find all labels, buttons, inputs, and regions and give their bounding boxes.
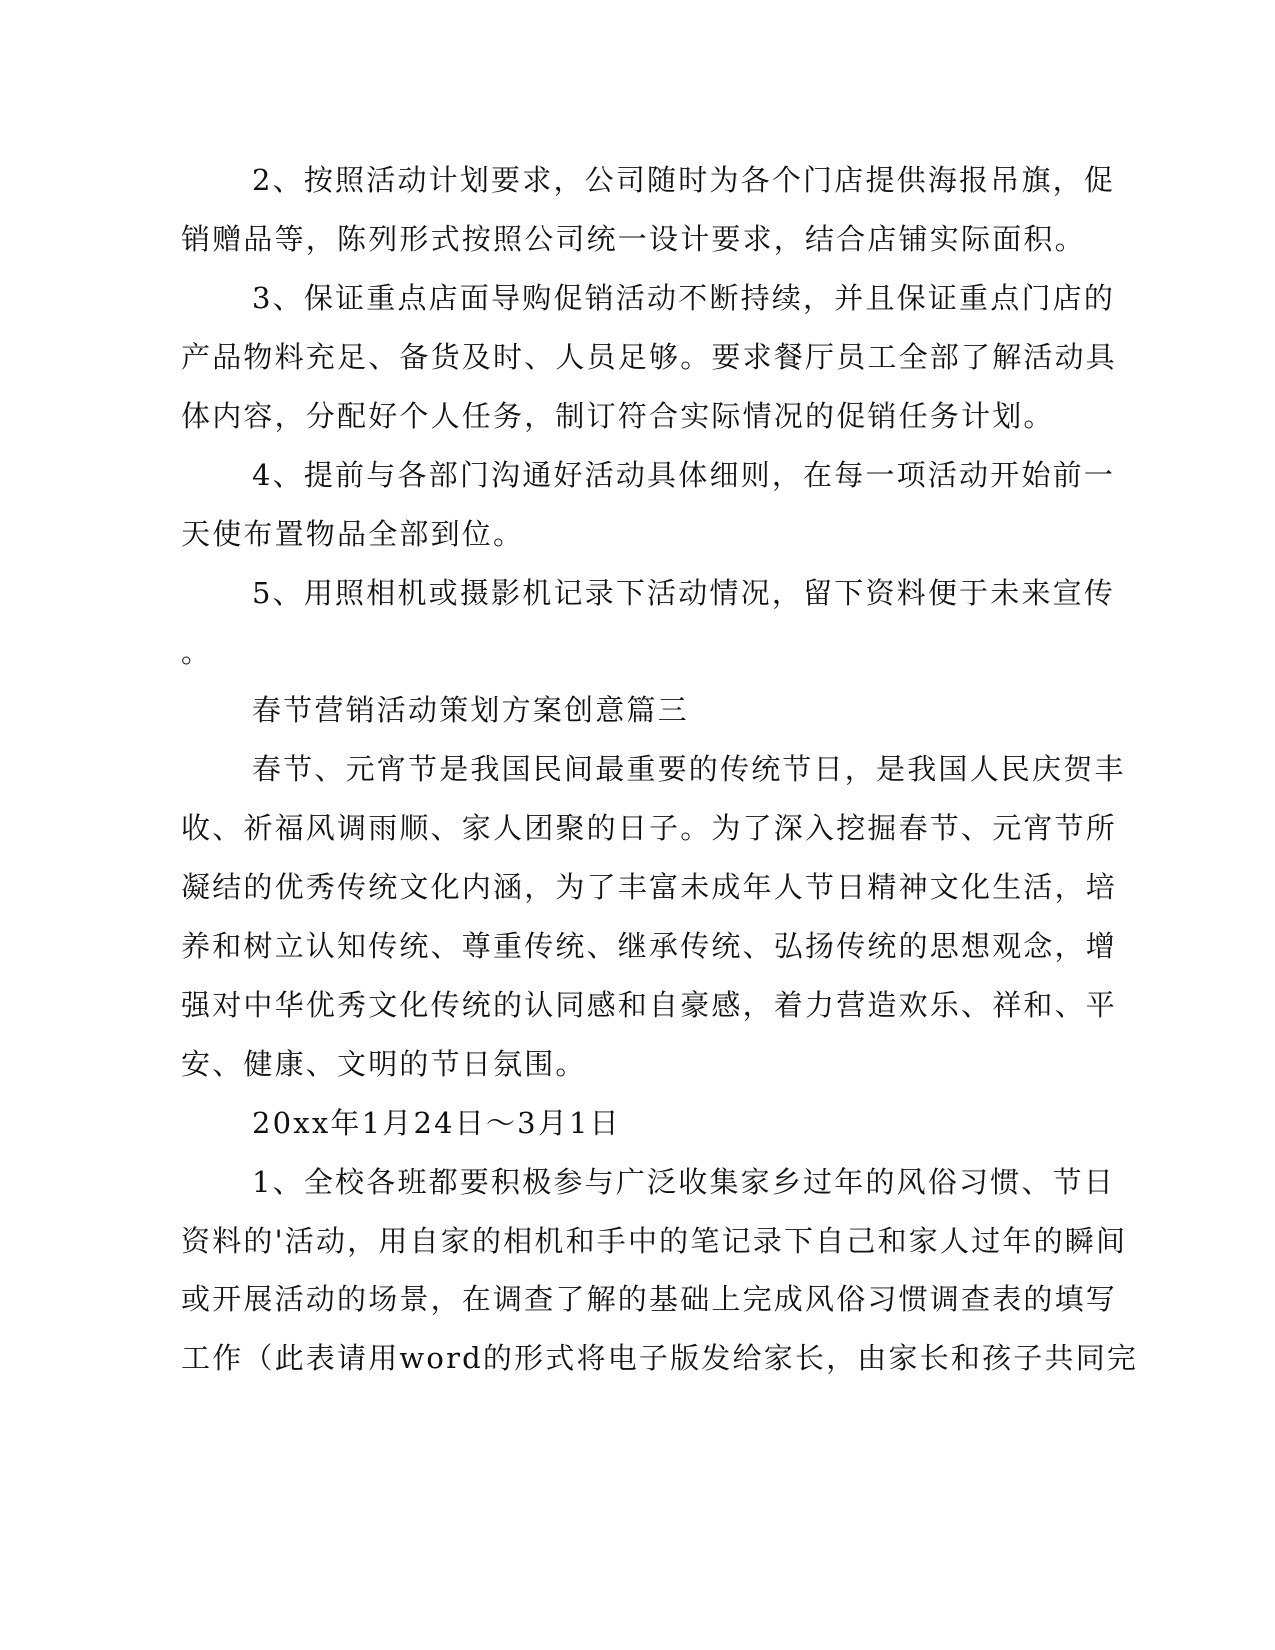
text-line: 产品物料充足、备货及时、人员足够。要求餐厅员工全部了解活动具 bbox=[181, 340, 1118, 374]
text-line: 2、按照活动计划要求，公司随时为各个门店提供海报吊旗，促 bbox=[252, 163, 1116, 197]
text-line: 1、全校各班都要积极参与广泛收集家乡过年的风俗习惯、节日 bbox=[252, 1165, 1116, 1199]
text-line: 资料的'活动，用自家的相机和手中的笔记录下自己和家人过年的瞬间 bbox=[181, 1224, 1128, 1258]
text-line: 体内容，分配好个人任务，制订符合实际情况的促销任务计划。 bbox=[181, 399, 1055, 433]
text-line: 收、祈福风调雨顺、家人团聚的日子。为了深入挖掘春节、元宵节所 bbox=[181, 811, 1118, 845]
text-line: 工作（此表请用word的形式将电子版发给家长，由家长和孩子共同完 bbox=[181, 1341, 1139, 1375]
text-line: 养和树立认知传统、尊重传统、继承传统、弘扬传统的思想观念，增 bbox=[181, 929, 1118, 963]
text-line: 安、健康、文明的节日氛围。 bbox=[181, 1047, 587, 1081]
text-line: 强对中华优秀文化传统的认同感和自豪感，着力营造欢乐、祥和、平 bbox=[181, 988, 1118, 1022]
section-heading: 春节营销活动策划方案创意篇三 bbox=[252, 693, 689, 727]
text-line: 5、用照相机或摄影机记录下活动情况，留下资料便于未来宣传 bbox=[252, 576, 1116, 610]
text-line: 销赠品等，陈列形式按照公司统一设计要求，结合店铺实际面积。 bbox=[181, 222, 1086, 256]
text-line: 或开展活动的场景，在调查了解的基础上完成风俗习惯调查表的填写 bbox=[181, 1282, 1118, 1316]
text-line: 天使布置物品全部到位。 bbox=[181, 517, 525, 551]
text-line: 春节、元宵节是我国民间最重要的传统节日，是我国人民庆贺丰 bbox=[252, 752, 1126, 786]
text-line: 凝结的优秀传统文化内涵，为了丰富未成年人节日精神文化生活，培 bbox=[181, 870, 1118, 904]
text-line: 。 bbox=[181, 635, 213, 669]
text-line: 4、提前与各部门沟通好活动具体细则，在每一项活动开始前一 bbox=[252, 458, 1116, 492]
date-line: 20xx年1月24日～3月1日 bbox=[252, 1106, 621, 1140]
text-line: 3、保证重点店面导购促销活动不断持续，并且保证重点门店的 bbox=[252, 281, 1116, 315]
